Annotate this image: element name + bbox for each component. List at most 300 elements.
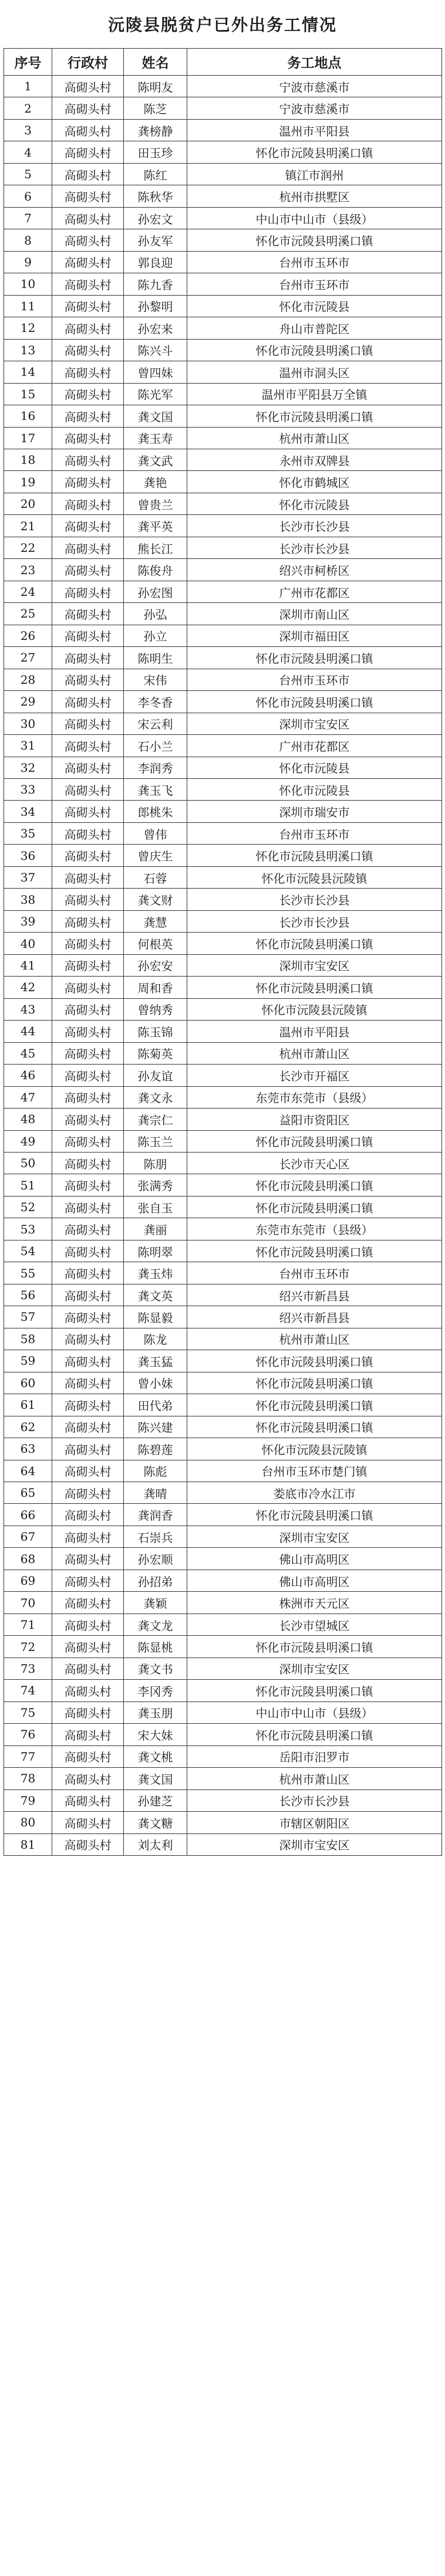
cell-serial-number: 37 [4, 866, 52, 888]
cell-serial-number: 64 [4, 1460, 52, 1482]
cell-work-location: 深圳市宝安区 [187, 1833, 442, 1855]
table-row [4, 845, 442, 866]
table-row [4, 1592, 442, 1614]
table-row [4, 822, 442, 844]
cell-work-location: 怀化市沅陵县明溪口镇 [187, 691, 442, 713]
cell-serial-number: 44 [4, 1021, 52, 1042]
table-row [4, 1482, 442, 1504]
cell-name: 石小兰 [124, 735, 187, 757]
cell-village: 高砌头村 [52, 998, 124, 1020]
cell-village: 高砌头村 [52, 625, 124, 646]
cell-village: 高砌头村 [52, 537, 124, 558]
cell-name: 曾小妹 [124, 1372, 187, 1394]
cell-name: 龚文永 [124, 1086, 187, 1108]
cell-village: 高砌头村 [52, 713, 124, 734]
cell-name: 龚文财 [124, 889, 187, 910]
cell-name: 曾伟 [124, 822, 187, 844]
cell-name: 龚晴 [124, 1482, 187, 1504]
cell-serial-number: 42 [4, 977, 52, 998]
cell-work-location: 怀化市沅陵县明溪口镇 [187, 1174, 442, 1196]
table-row [4, 1614, 442, 1635]
cell-village: 高砌头村 [52, 933, 124, 954]
table-row [4, 185, 442, 207]
cell-serial-number: 39 [4, 910, 52, 932]
cell-serial-number: 23 [4, 559, 52, 581]
table-row [4, 207, 442, 229]
table-row [4, 713, 442, 734]
cell-serial-number: 6 [4, 185, 52, 207]
cell-village: 高砌头村 [52, 1284, 124, 1306]
cell-work-location: 中山市中山市（县级） [187, 207, 442, 229]
table-row [4, 229, 442, 251]
cell-serial-number: 22 [4, 537, 52, 558]
table-row [4, 866, 442, 888]
cell-village: 高砌头村 [52, 1570, 124, 1591]
cell-work-location: 市辖区朝阳区 [187, 1812, 442, 1833]
cell-name: 陈芝 [124, 97, 187, 119]
table-row [4, 1636, 442, 1658]
cell-village: 高砌头村 [52, 339, 124, 361]
cell-serial-number: 53 [4, 1218, 52, 1240]
cell-village: 高砌头村 [52, 1416, 124, 1438]
cell-work-location: 怀化市沅陵县明溪口镇 [187, 933, 442, 954]
cell-name: 陈碧莲 [124, 1438, 187, 1460]
cell-name: 陈红 [124, 163, 187, 185]
cell-village: 高砌头村 [52, 1109, 124, 1130]
cell-serial-number: 3 [4, 119, 52, 141]
table-row [4, 779, 442, 801]
cell-name: 李冬香 [124, 691, 187, 713]
cell-serial-number: 24 [4, 581, 52, 602]
cell-village: 高砌头村 [52, 866, 124, 888]
cell-work-location: 怀化市沅陵县明溪口镇 [187, 141, 442, 163]
cell-village: 高砌头村 [52, 1592, 124, 1614]
cell-name: 郭良迎 [124, 251, 187, 273]
cell-serial-number: 60 [4, 1372, 52, 1394]
cell-village: 高砌头村 [52, 1724, 124, 1745]
cell-work-location: 宁波市慈溪市 [187, 76, 442, 97]
table-row [4, 1109, 442, 1130]
table-row [4, 1306, 442, 1328]
cell-serial-number: 31 [4, 735, 52, 757]
header-work-location: 务工地点 [187, 49, 442, 76]
cell-serial-number: 78 [4, 1768, 52, 1789]
cell-village: 高砌头村 [52, 1042, 124, 1064]
cell-serial-number: 68 [4, 1548, 52, 1570]
table-row [4, 1768, 442, 1789]
cell-serial-number: 7 [4, 207, 52, 229]
cell-work-location: 怀化市沅陵县 [187, 757, 442, 778]
cell-village: 高砌头村 [52, 97, 124, 119]
cell-name: 李润秀 [124, 757, 187, 778]
cell-village: 高砌头村 [52, 1789, 124, 1811]
table-row [4, 1372, 442, 1394]
cell-work-location: 怀化市沅陵县明溪口镇 [187, 977, 442, 998]
cell-work-location: 台州市玉环市 [187, 669, 442, 690]
cell-village: 高砌头村 [52, 1636, 124, 1658]
cell-serial-number: 43 [4, 998, 52, 1020]
cell-name: 孙宏安 [124, 954, 187, 976]
cell-work-location: 杭州市拱墅区 [187, 185, 442, 207]
table-row [4, 1021, 442, 1042]
cell-serial-number: 11 [4, 295, 52, 317]
cell-name: 田玉珍 [124, 141, 187, 163]
cell-village: 高砌头村 [52, 801, 124, 822]
table-row [4, 910, 442, 932]
cell-serial-number: 52 [4, 1196, 52, 1218]
table-row [4, 1812, 442, 1833]
cell-village: 高砌头村 [52, 185, 124, 207]
cell-village: 高砌头村 [52, 1680, 124, 1701]
table-row [4, 1438, 442, 1460]
worker-table [4, 48, 442, 1856]
cell-serial-number: 29 [4, 691, 52, 713]
cell-work-location: 佛山市高明区 [187, 1548, 442, 1570]
cell-village: 高砌头村 [52, 295, 124, 317]
cell-name: 孙宏文 [124, 207, 187, 229]
cell-work-location: 怀化市鹤城区 [187, 471, 442, 493]
table-row [4, 339, 442, 361]
cell-serial-number: 36 [4, 845, 52, 866]
cell-name: 石蓉 [124, 866, 187, 888]
cell-work-location: 深圳市瑞安市 [187, 801, 442, 822]
table-row [4, 889, 442, 910]
cell-village: 高砌头村 [52, 1701, 124, 1723]
cell-name: 龚玉炜 [124, 1262, 187, 1284]
cell-name: 孙宏来 [124, 317, 187, 339]
cell-village: 高砌头村 [52, 1306, 124, 1328]
cell-village: 高砌头村 [52, 141, 124, 163]
cell-name: 宋大妹 [124, 1724, 187, 1745]
table-row [4, 383, 442, 405]
table-header [4, 49, 442, 76]
table-row [4, 1789, 442, 1811]
table-row [4, 295, 442, 317]
cell-work-location: 绍兴市新昌县 [187, 1306, 442, 1328]
table-row [4, 1284, 442, 1306]
cell-work-location: 东莞市东莞市（县级） [187, 1086, 442, 1108]
cell-serial-number: 74 [4, 1680, 52, 1701]
cell-village: 高砌头村 [52, 405, 124, 427]
cell-village: 高砌头村 [52, 757, 124, 778]
cell-village: 高砌头村 [52, 1745, 124, 1767]
cell-serial-number: 4 [4, 141, 52, 163]
table-row [4, 1152, 442, 1174]
cell-work-location: 怀化市沅陵县明溪口镇 [187, 1196, 442, 1218]
cell-village: 高砌头村 [52, 515, 124, 537]
table-row [4, 933, 442, 954]
cell-name: 陈兴建 [124, 1416, 187, 1438]
cell-serial-number: 1 [4, 76, 52, 97]
cell-name: 龚宗仁 [124, 1109, 187, 1130]
table-row [4, 603, 442, 625]
cell-work-location: 杭州市萧山区 [187, 1768, 442, 1789]
cell-name: 龚玉朋 [124, 1701, 187, 1723]
cell-serial-number: 51 [4, 1174, 52, 1196]
cell-work-location: 怀化市沅陵县明溪口镇 [187, 1636, 442, 1658]
cell-name: 龚丽 [124, 1218, 187, 1240]
cell-name: 陈显毅 [124, 1306, 187, 1328]
cell-serial-number: 16 [4, 405, 52, 427]
table-row [4, 361, 442, 383]
table-row [4, 1416, 442, 1438]
cell-village: 高砌头村 [52, 1394, 124, 1416]
cell-village: 高砌头村 [52, 471, 124, 493]
table-row [4, 76, 442, 97]
cell-name: 龚颖 [124, 1592, 187, 1614]
table-row [4, 954, 442, 976]
header-name: 姓名 [124, 49, 187, 76]
cell-name: 孙友军 [124, 229, 187, 251]
document-title: 沅陵县脱贫户已外出务工情况 [107, 15, 337, 35]
table-row [4, 669, 442, 690]
table-row [4, 998, 442, 1020]
cell-serial-number: 66 [4, 1504, 52, 1526]
cell-work-location: 怀化市沅陵县 [187, 295, 442, 317]
table-row [4, 1086, 442, 1108]
table-row [4, 1218, 442, 1240]
cell-serial-number: 76 [4, 1724, 52, 1745]
cell-work-location: 佛山市高明区 [187, 1570, 442, 1591]
cell-work-location: 怀化市沅陵县明溪口镇 [187, 229, 442, 251]
cell-serial-number: 63 [4, 1438, 52, 1460]
cell-name: 曾贵兰 [124, 493, 187, 514]
cell-serial-number: 55 [4, 1262, 52, 1284]
cell-village: 高砌头村 [52, 1833, 124, 1855]
cell-work-location: 株洲市天元区 [187, 1592, 442, 1614]
cell-name: 龚平英 [124, 515, 187, 537]
cell-serial-number: 9 [4, 251, 52, 273]
cell-serial-number: 70 [4, 1592, 52, 1614]
cell-work-location: 怀化市沅陵县沅陵镇 [187, 1438, 442, 1460]
cell-serial-number: 35 [4, 822, 52, 844]
cell-village: 高砌头村 [52, 1812, 124, 1833]
cell-serial-number: 57 [4, 1306, 52, 1328]
cell-name: 陈光军 [124, 383, 187, 405]
table-row [4, 1328, 442, 1350]
table-row [4, 1394, 442, 1416]
cell-serial-number: 72 [4, 1636, 52, 1658]
cell-name: 孙建芝 [124, 1789, 187, 1811]
cell-work-location: 长沙市长沙县 [187, 889, 442, 910]
cell-name: 陈俊舟 [124, 559, 187, 581]
cell-serial-number: 14 [4, 361, 52, 383]
cell-name: 田代弟 [124, 1394, 187, 1416]
cell-village: 高砌头村 [52, 1130, 124, 1152]
cell-name: 陈秋华 [124, 185, 187, 207]
cell-serial-number: 45 [4, 1042, 52, 1064]
table-row [4, 977, 442, 998]
table-row [4, 691, 442, 713]
cell-work-location: 益阳市资阳区 [187, 1109, 442, 1130]
cell-work-location: 长沙市长沙县 [187, 910, 442, 932]
cell-serial-number: 46 [4, 1065, 52, 1086]
cell-serial-number: 73 [4, 1658, 52, 1679]
cell-serial-number: 28 [4, 669, 52, 690]
cell-name: 曾纳秀 [124, 998, 187, 1020]
cell-name: 龚慧 [124, 910, 187, 932]
cell-name: 孙友谊 [124, 1065, 187, 1086]
cell-village: 高砌头村 [52, 76, 124, 97]
table-row [4, 1724, 442, 1745]
cell-name: 陈明友 [124, 76, 187, 97]
cell-work-location: 深圳市南山区 [187, 603, 442, 625]
table-row [4, 625, 442, 646]
cell-name: 孙宏图 [124, 581, 187, 602]
cell-serial-number: 62 [4, 1416, 52, 1438]
cell-work-location: 台州市玉环市 [187, 273, 442, 295]
table-row [4, 251, 442, 273]
cell-village: 高砌头村 [52, 910, 124, 932]
cell-serial-number: 8 [4, 229, 52, 251]
cell-village: 高砌头村 [52, 1460, 124, 1482]
cell-village: 高砌头村 [52, 954, 124, 976]
cell-name: 陈菊英 [124, 1042, 187, 1064]
table-row [4, 537, 442, 558]
table-row [4, 1504, 442, 1526]
cell-name: 陈明生 [124, 647, 187, 669]
cell-work-location: 温州市平阳县 [187, 119, 442, 141]
table-row [4, 1350, 442, 1372]
cell-work-location: 怀化市沅陵县明溪口镇 [187, 1416, 442, 1438]
cell-serial-number: 38 [4, 889, 52, 910]
table-row [4, 647, 442, 669]
cell-work-location: 怀化市沅陵县明溪口镇 [187, 405, 442, 427]
cell-village: 高砌头村 [52, 1262, 124, 1284]
cell-work-location: 怀化市沅陵县明溪口镇 [187, 1504, 442, 1526]
cell-work-location: 镇江市润州 [187, 163, 442, 185]
table-row [4, 1570, 442, 1591]
cell-village: 高砌头村 [52, 647, 124, 669]
cell-serial-number: 81 [4, 1833, 52, 1855]
cell-serial-number: 19 [4, 471, 52, 493]
cell-village: 高砌头村 [52, 383, 124, 405]
table-row [4, 1658, 442, 1679]
cell-village: 高砌头村 [52, 251, 124, 273]
cell-name: 陈明翠 [124, 1240, 187, 1262]
cell-village: 高砌头村 [52, 1021, 124, 1042]
cell-serial-number: 50 [4, 1152, 52, 1174]
cell-serial-number: 79 [4, 1789, 52, 1811]
cell-serial-number: 80 [4, 1812, 52, 1833]
cell-work-location: 长沙市望城区 [187, 1614, 442, 1635]
cell-village: 高砌头村 [52, 735, 124, 757]
cell-work-location: 长沙市天心区 [187, 1152, 442, 1174]
cell-work-location: 长沙市长沙县 [187, 515, 442, 537]
cell-name: 龚玉飞 [124, 779, 187, 801]
cell-name: 孙黎明 [124, 295, 187, 317]
cell-village: 高砌头村 [52, 1768, 124, 1789]
cell-work-location: 娄底市冷水江市 [187, 1482, 442, 1504]
cell-village: 高砌头村 [52, 1218, 124, 1240]
cell-serial-number: 32 [4, 757, 52, 778]
table-row [4, 581, 442, 602]
cell-village: 高砌头村 [52, 119, 124, 141]
cell-work-location: 怀化市沅陵县沅陵镇 [187, 998, 442, 1020]
cell-village: 高砌头村 [52, 273, 124, 295]
cell-work-location: 怀化市沅陵县明溪口镇 [187, 1394, 442, 1416]
cell-serial-number: 21 [4, 515, 52, 537]
table-row [4, 1196, 442, 1218]
table-row [4, 119, 442, 141]
cell-village: 高砌头村 [52, 207, 124, 229]
cell-name: 刘太利 [124, 1833, 187, 1855]
cell-serial-number: 77 [4, 1745, 52, 1767]
cell-village: 高砌头村 [52, 493, 124, 514]
cell-work-location: 永州市双牌县 [187, 449, 442, 470]
cell-name: 宋云利 [124, 713, 187, 734]
cell-name: 陈显桃 [124, 1636, 187, 1658]
cell-serial-number: 30 [4, 713, 52, 734]
cell-work-location: 怀化市沅陵县明溪口镇 [187, 647, 442, 669]
cell-name: 孙弘 [124, 603, 187, 625]
cell-village: 高砌头村 [52, 1065, 124, 1086]
cell-serial-number: 12 [4, 317, 52, 339]
cell-name: 龚文国 [124, 405, 187, 427]
cell-work-location: 怀化市沅陵县明溪口镇 [187, 1240, 442, 1262]
table-row [4, 1460, 442, 1482]
table-row [4, 515, 442, 537]
table-row [4, 493, 442, 514]
table-row [4, 1240, 442, 1262]
cell-work-location: 杭州市萧山区 [187, 1042, 442, 1064]
cell-work-location: 深圳市宝安区 [187, 954, 442, 976]
cell-name: 曾庆生 [124, 845, 187, 866]
cell-work-location: 温州市平阳县万全镇 [187, 383, 442, 405]
cell-work-location: 台州市玉环市 [187, 1262, 442, 1284]
cell-serial-number: 18 [4, 449, 52, 470]
cell-name: 陈龙 [124, 1328, 187, 1350]
cell-name: 陈彪 [124, 1460, 187, 1482]
cell-work-location: 宁波市慈溪市 [187, 97, 442, 119]
cell-work-location: 怀化市沅陵县 [187, 779, 442, 801]
cell-serial-number: 49 [4, 1130, 52, 1152]
cell-work-location: 深圳市宝安区 [187, 713, 442, 734]
cell-name: 郎桃朱 [124, 801, 187, 822]
table-row [4, 163, 442, 185]
cell-village: 高砌头村 [52, 691, 124, 713]
cell-serial-number: 5 [4, 163, 52, 185]
cell-name: 张满秀 [124, 1174, 187, 1196]
cell-work-location: 怀化市沅陵县明溪口镇 [187, 1130, 442, 1152]
cell-work-location: 温州市洞头区 [187, 361, 442, 383]
table-row [4, 1680, 442, 1701]
cell-name: 龚文桃 [124, 1745, 187, 1767]
cell-serial-number: 33 [4, 779, 52, 801]
cell-work-location: 怀化市沅陵县明溪口镇 [187, 1350, 442, 1372]
cell-work-location: 绍兴市柯桥区 [187, 559, 442, 581]
header-village: 行政村 [52, 49, 124, 76]
cell-village: 高砌头村 [52, 229, 124, 251]
cell-work-location: 怀化市沅陵县 [187, 493, 442, 514]
cell-serial-number: 26 [4, 625, 52, 646]
cell-name: 龚文龙 [124, 1614, 187, 1635]
table-row [4, 317, 442, 339]
cell-work-location: 怀化市沅陵县沅陵镇 [187, 866, 442, 888]
cell-village: 高砌头村 [52, 822, 124, 844]
cell-village: 高砌头村 [52, 669, 124, 690]
header-row [4, 49, 442, 76]
cell-serial-number: 41 [4, 954, 52, 976]
cell-work-location: 深圳市福田区 [187, 625, 442, 646]
cell-village: 高砌头村 [52, 1438, 124, 1460]
cell-work-location: 中山市中山市（县级） [187, 1701, 442, 1723]
cell-name: 龚艳 [124, 471, 187, 493]
table-row [4, 1745, 442, 1767]
cell-village: 高砌头村 [52, 361, 124, 383]
table-row [4, 1174, 442, 1196]
cell-village: 高砌头村 [52, 581, 124, 602]
